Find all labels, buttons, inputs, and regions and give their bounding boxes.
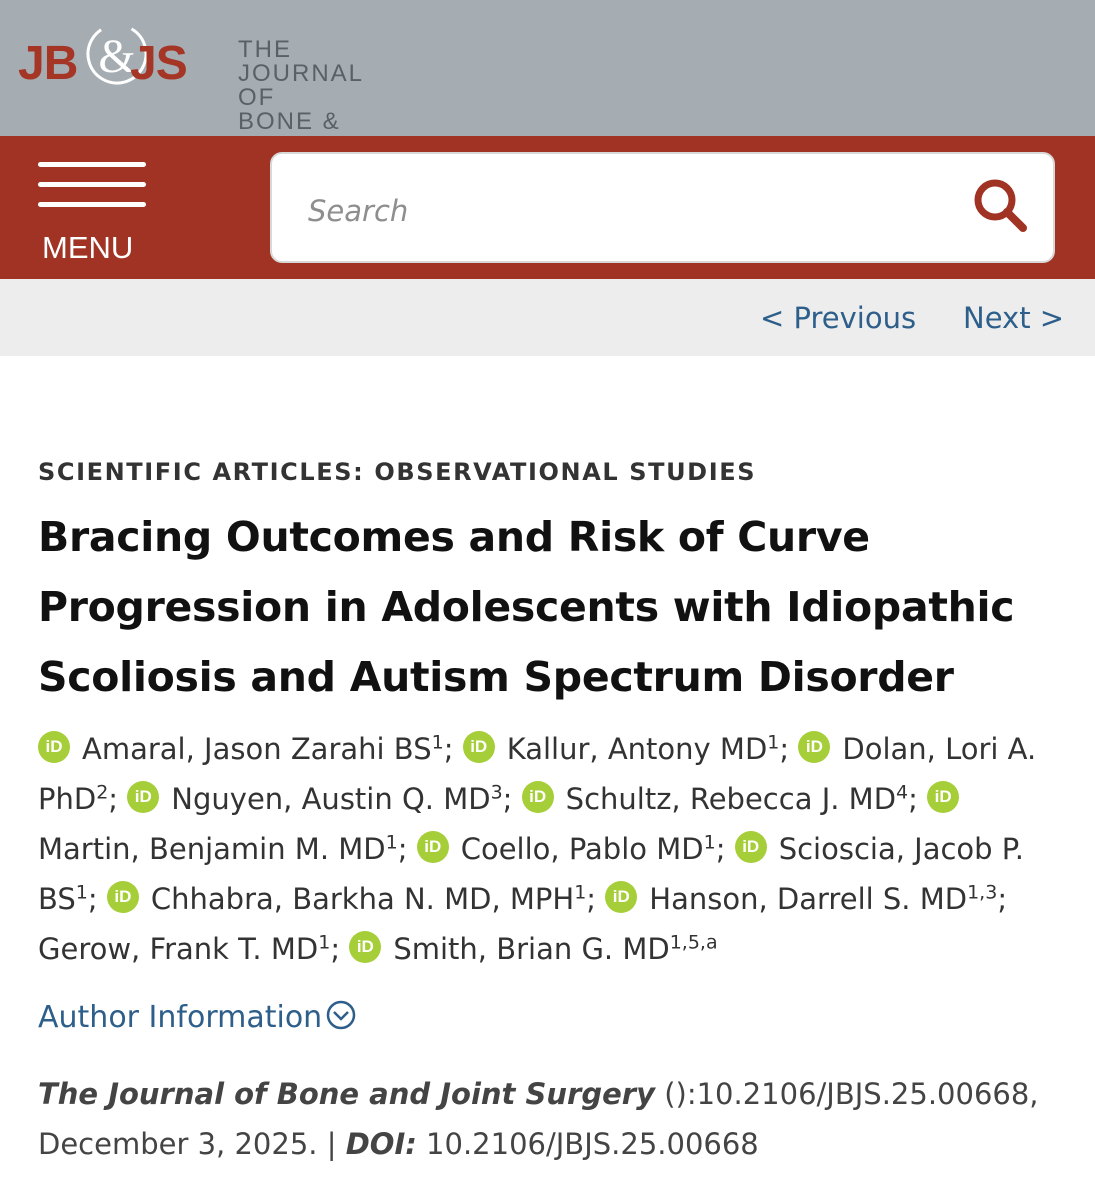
author-item	[605, 882, 1007, 916]
doi-label: DOI:	[345, 1127, 417, 1161]
author-affiliation: 1	[431, 731, 444, 754]
author-affiliation: 1,3	[967, 881, 998, 904]
author-separator: ;	[108, 782, 119, 816]
author-name[interactable]: Schultz, Rebecca J. MD	[565, 782, 897, 816]
author-information-label: Author Information	[38, 1000, 323, 1035]
search-icon[interactable]	[969, 174, 1033, 238]
author-name[interactable]: Smith, Brian G. MD	[393, 932, 670, 966]
journal-logo[interactable]	[18, 14, 364, 135]
author-affiliation: 2	[96, 781, 109, 804]
author-affiliation: 1	[75, 881, 88, 904]
citation	[38, 1069, 1048, 1169]
citation-details: ():10.2106/JBJS.25.00668, December 3, 2025. |	[38, 1077, 1039, 1161]
author-separator: ;	[997, 882, 1008, 916]
author-affiliation: 1	[574, 881, 587, 904]
author-name[interactable]: Coello, Pablo MD	[460, 832, 704, 866]
author-name[interactable]: Hanson, Darrell S. MD	[649, 882, 968, 916]
author-name[interactable]: Nguyen, Austin Q. MD	[171, 782, 491, 816]
orcid-icon[interactable]	[735, 831, 767, 863]
author-name[interactable]: Amaral, Jason Zarahi BS	[82, 732, 432, 766]
author-name[interactable]: Martin, Benjamin M. MD	[38, 832, 386, 866]
author-name[interactable]: Kallur, Antony MD	[506, 732, 768, 766]
author-affiliation: 1	[703, 831, 716, 854]
orcid-icon[interactable]	[927, 781, 959, 813]
author-separator: ;	[715, 832, 726, 866]
author-item	[522, 782, 918, 816]
author-separator: ;	[397, 832, 408, 866]
author-item	[349, 932, 717, 966]
author-item	[38, 732, 453, 766]
author-separator: ;	[87, 882, 98, 916]
article-title: Bracing Outcomes and Risk of Curve Progression in Adolescents with Idiopathic Scoliosis and Autism Spectrum Disorder	[38, 513, 1015, 701]
author-name[interactable]: Gerow, Frank T. MD	[38, 932, 319, 966]
search-box	[270, 152, 1055, 263]
article-section: SCIENTIFIC ARTICLES: OBSERVATIONAL STUDIES	[38, 458, 757, 486]
author-separator: ;	[330, 932, 341, 966]
hamburger-icon	[38, 162, 146, 167]
author-affiliation: 1	[318, 931, 331, 954]
author-name[interactable]: Scioscia, Jacob P. BS	[38, 832, 1024, 916]
logo-mark	[18, 14, 208, 110]
author-separator: ;	[908, 782, 918, 816]
author-affiliation: 1	[767, 731, 780, 754]
article-header	[38, 440, 1048, 1169]
author-affiliation: 1,5,a	[669, 931, 718, 954]
logo-jb: JB	[18, 37, 78, 90]
author-item	[417, 832, 726, 866]
author-item	[127, 782, 512, 816]
next-link[interactable]: Next >	[963, 301, 1065, 335]
orcid-icon[interactable]	[127, 781, 159, 813]
author-item	[463, 732, 789, 766]
orcid-icon[interactable]	[522, 781, 554, 813]
nav-bar	[0, 136, 1095, 279]
hamburger-icon-line	[38, 182, 146, 187]
author-separator: ;	[443, 732, 454, 766]
journal-name-line1: THE JOURNAL OF	[238, 36, 364, 111]
journal-name-line2: BONE &	[238, 108, 341, 135]
orcid-icon[interactable]	[38, 731, 70, 763]
menu-label: MENU	[42, 230, 134, 265]
author-item	[107, 882, 596, 916]
orcid-icon[interactable]	[463, 731, 495, 763]
logo-js: JS	[130, 37, 187, 90]
author-name[interactable]: Chhabra, Barkha N. MD, MPH	[150, 882, 575, 916]
logo-amp: &	[98, 30, 136, 83]
author-list	[38, 724, 1048, 974]
author-separator: ;	[586, 882, 597, 916]
menu-button[interactable]	[38, 162, 146, 274]
author-name[interactable]: Dolan, Lori A. PhD	[38, 732, 1037, 816]
previous-link[interactable]: < Previous	[760, 301, 917, 335]
site-header	[0, 0, 1095, 136]
orcid-icon[interactable]	[798, 731, 830, 763]
orcid-icon[interactable]	[349, 931, 381, 963]
author-separator: ;	[779, 732, 790, 766]
doi-value: 10.2106/JBJS.25.00668	[416, 1127, 759, 1161]
author-affiliation: 4	[896, 781, 909, 804]
article-pager	[0, 279, 1095, 356]
chevron-down-icon	[326, 1000, 356, 1030]
hamburger-icon-line	[38, 202, 146, 207]
author-item	[38, 932, 340, 966]
citation-journal: The Journal of Bone and Joint Surgery	[38, 1077, 655, 1111]
search-input[interactable]	[306, 182, 950, 240]
orcid-icon[interactable]	[107, 881, 139, 913]
orcid-icon[interactable]	[417, 831, 449, 863]
author-separator: ;	[502, 782, 513, 816]
orcid-icon[interactable]	[605, 881, 637, 913]
author-affiliation: 3	[490, 781, 503, 804]
author-affiliation: 1	[385, 831, 398, 854]
author-information-toggle[interactable]	[38, 1000, 356, 1035]
